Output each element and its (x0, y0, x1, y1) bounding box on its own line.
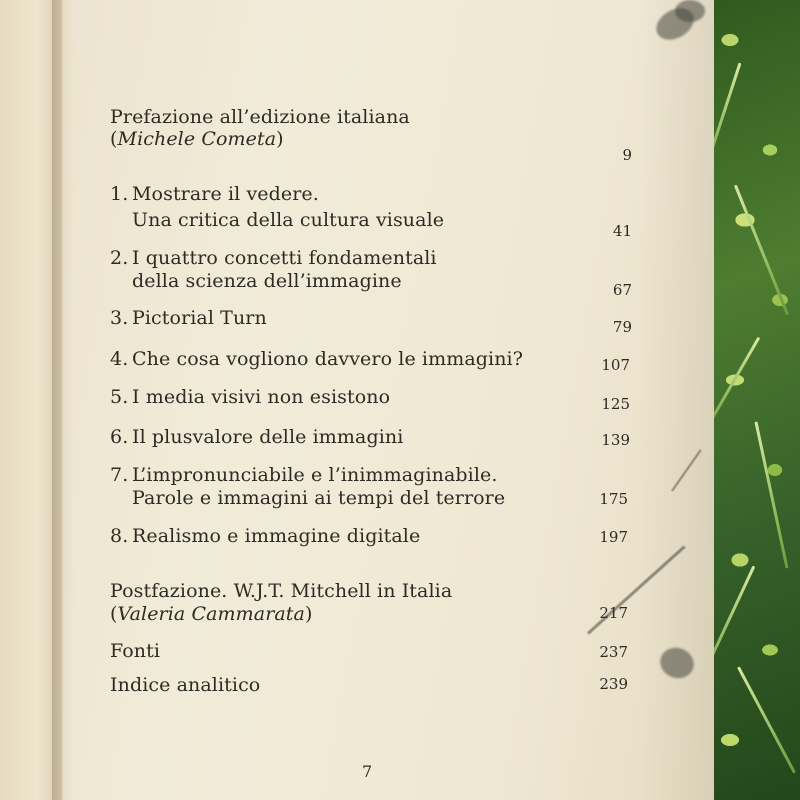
sources-page: 237 (599, 643, 628, 661)
chapter-page: 79 (612, 318, 632, 336)
chapter-page: 125 (601, 395, 630, 413)
preface-author: (Michele Cometa) (110, 128, 284, 150)
chapter-number: 7. (110, 464, 129, 486)
chapter-page: 197 (599, 528, 628, 546)
postface-page: 217 (599, 604, 628, 622)
chapter-number: 8. (110, 525, 129, 547)
postface-author: (Valeria Cammarata) (110, 603, 313, 625)
chapter-title: Realismo e immagine digitale (132, 525, 421, 547)
chapter-title: I media visivi non esistono (132, 386, 391, 408)
page-number: 7 (362, 762, 373, 781)
chapter-title: Pictorial Turn (132, 307, 267, 329)
sources-title: Fonti (110, 640, 161, 662)
chapter-page: 67 (612, 281, 632, 299)
chapter-page: 175 (599, 490, 628, 508)
chapter-subtitle: Parole e immagini ai tempi del terrore (132, 487, 506, 509)
postface-title: Postfazione. W.J.T. Mitchell in Italia (110, 580, 453, 602)
index-page: 239 (599, 675, 628, 693)
index-title: Indice analitico (110, 674, 261, 696)
chapter-title: Il plusvalore delle immagini (132, 426, 404, 448)
chapter-number: 6. (110, 426, 129, 448)
chapter-page: 41 (612, 222, 632, 240)
chapter-number: 3. (110, 307, 129, 329)
chapter-title: Che cosa vogliono davvero le immagini? (132, 348, 523, 370)
chapter-number: 4. (110, 348, 129, 370)
chapter-page: 139 (601, 431, 630, 449)
chapter-subtitle: della scienza dell’immagine (132, 270, 402, 292)
chapter-title: L’impronunciabile e l’inimmaginabile. (132, 464, 498, 486)
chapter-page: 107 (601, 356, 630, 374)
chapter-number: 1. (110, 183, 129, 205)
chapter-title: I quattro concetti fondamentali (132, 247, 437, 269)
preface-page: 9 (622, 146, 632, 164)
chapter-subtitle: Una critica della cultura visuale (132, 209, 445, 231)
chapter-title: Mostrare il vedere. (132, 183, 319, 205)
chapter-number: 2. (110, 247, 129, 269)
chapter-number: 5. (110, 386, 129, 408)
preface-title: Prefazione all’edizione italiana (110, 106, 410, 128)
